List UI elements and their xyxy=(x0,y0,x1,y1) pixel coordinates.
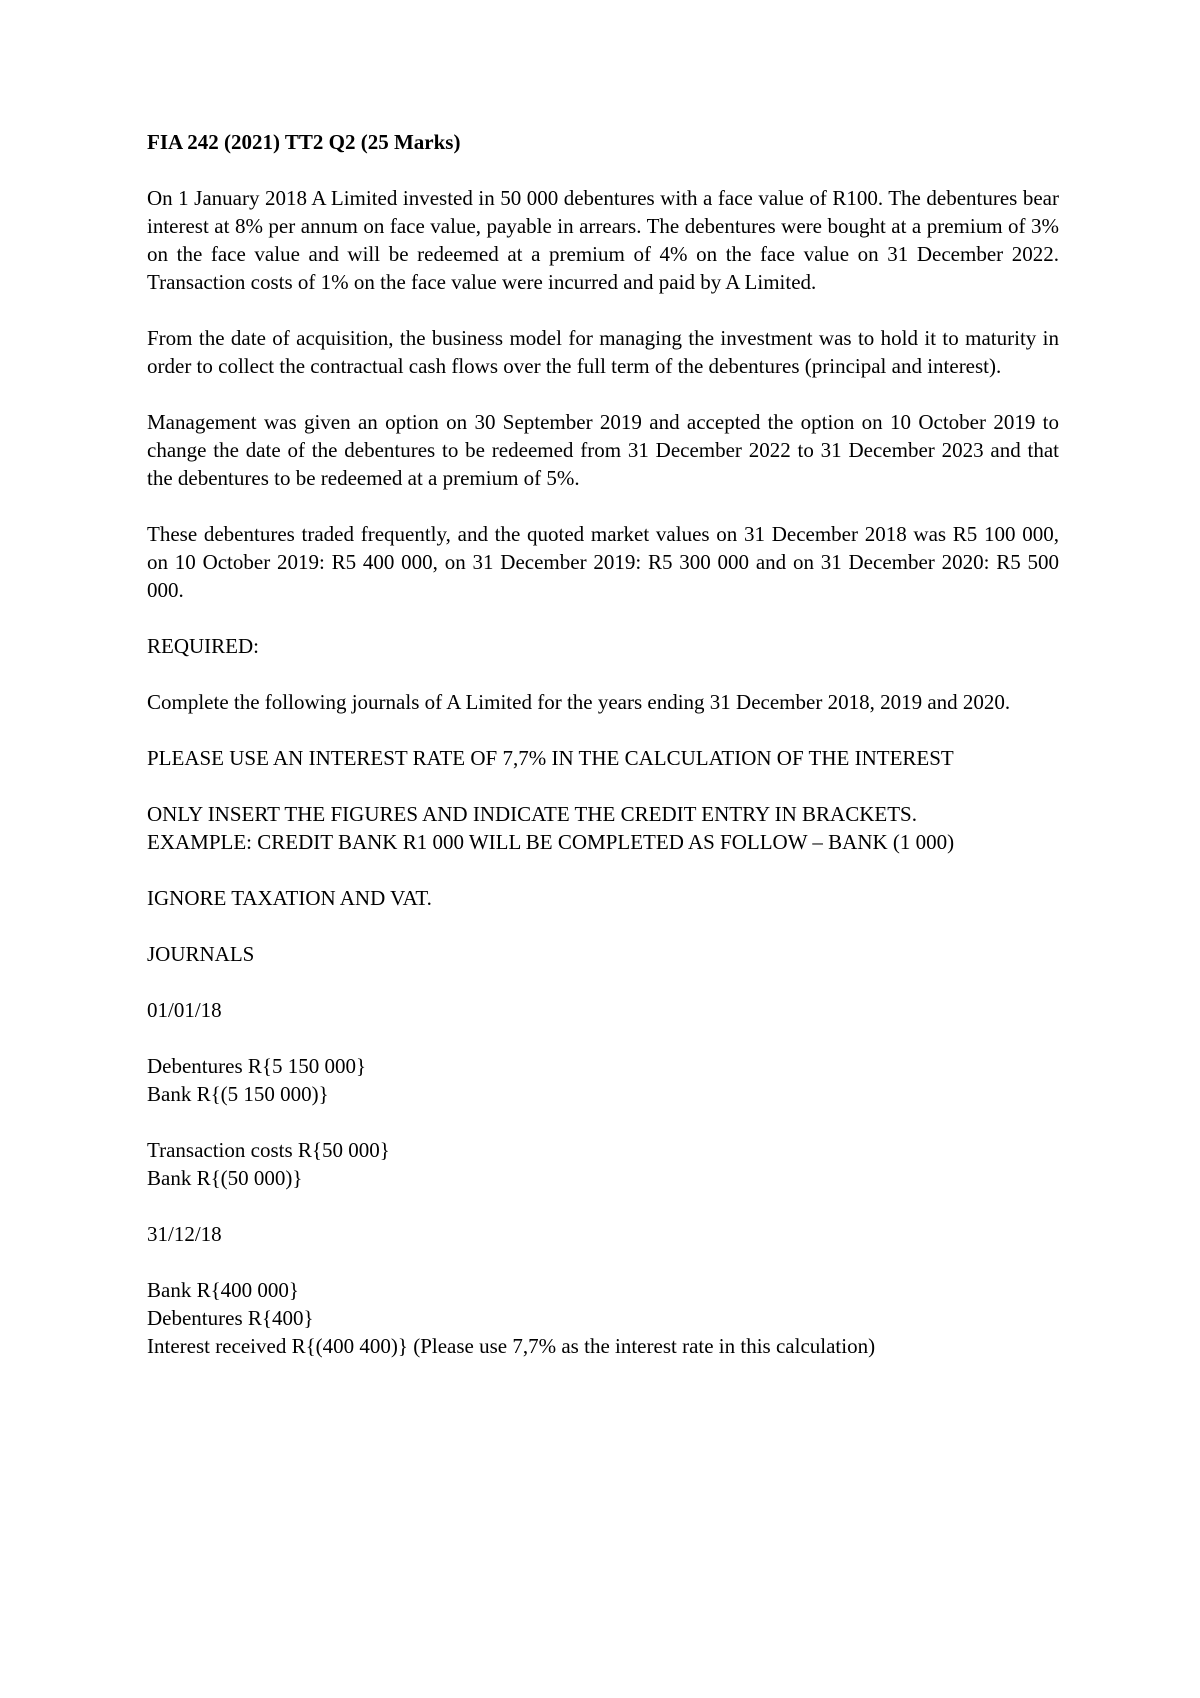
entry-bank: Bank R{400 000} xyxy=(147,1278,299,1302)
ignore-note: IGNORE TAXATION AND VAT. xyxy=(147,886,432,910)
instruction-line-1: ONLY INSERT THE FIGURES AND INDICATE THE CREDIT ENTRY IN BRACKETS. xyxy=(147,802,917,826)
paragraph-interest-rate-note: PLEASE USE AN INTEREST RATE OF 7,7% IN THE CALCULATION OF THE INTEREST xyxy=(147,746,954,770)
required-heading: REQUIRED: xyxy=(147,634,259,658)
journal-date-2: 31/12/18 xyxy=(147,1222,222,1246)
paragraph-business-model: From the date of acquisition, the business model for managing the investment was to hold it to maturity in order to collect the contractual cash flows over the full term of the debentures (principal and interest). xyxy=(147,326,1059,378)
paragraph-management-option: Management was given an option on 30 September 2019 and accepted the option on 10 October 2019 to change the date of the debentures to be redeemed from 31 December 2022 to 31 December 2023 and that the debentures to be redeemed at a premium of 5%. xyxy=(147,410,1059,490)
entry-bank: Bank R{(5 150 000)} xyxy=(147,1082,329,1106)
journal-entry-transaction-costs xyxy=(147,1136,1059,1192)
journals-heading: JOURNALS xyxy=(147,942,255,966)
paragraph-market-values: These debentures traded frequently, and the quoted market values on 31 December 2018 was R5 100 000, on 10 October 2019: R5 400 000, on 31 December 2019: R5 300 000 and on 31 December 2020: R5 500 000. xyxy=(147,522,1059,602)
journal-date-1: 01/01/18 xyxy=(147,998,222,1022)
document-title: FIA 242 (2021) TT2 Q2 (25 Marks) xyxy=(147,130,461,154)
entry-bank: Bank R{(50 000)} xyxy=(147,1166,303,1190)
journal-entry-debentures-purchase xyxy=(147,1052,1059,1108)
document-page xyxy=(147,128,1059,1388)
instruction-line-2: EXAMPLE: CREDIT BANK R1 000 WILL BE COMPLETED AS FOLLOW – BANK (1 000) xyxy=(147,830,955,854)
instruction-block xyxy=(147,800,1059,856)
paragraph-investment-details: On 1 January 2018 A Limited invested in 50 000 debentures with a face value of R100. The debentures bear interest at 8% per annum on face value, payable in arrears. The debentures were bought at a premium of 3% on the face value and will be redeemed at a premium of 4% on the face value on 31 December 2022. Transaction costs of 1% on the face value were incurred and paid by A Limited. xyxy=(147,186,1059,294)
paragraph-task: Complete the following journals of A Limited for the years ending 31 December 2018, 2019 and 2020. xyxy=(147,690,1011,714)
journal-entry-interest xyxy=(147,1276,1059,1360)
entry-debentures: Debentures R{5 150 000} xyxy=(147,1054,367,1078)
entry-debentures: Debentures R{400} xyxy=(147,1306,314,1330)
entry-interest-received: Interest received R{(400 400)} (Please use 7,7% as the interest rate in this calculation) xyxy=(147,1334,876,1358)
entry-transaction-costs: Transaction costs R{50 000} xyxy=(147,1138,390,1162)
